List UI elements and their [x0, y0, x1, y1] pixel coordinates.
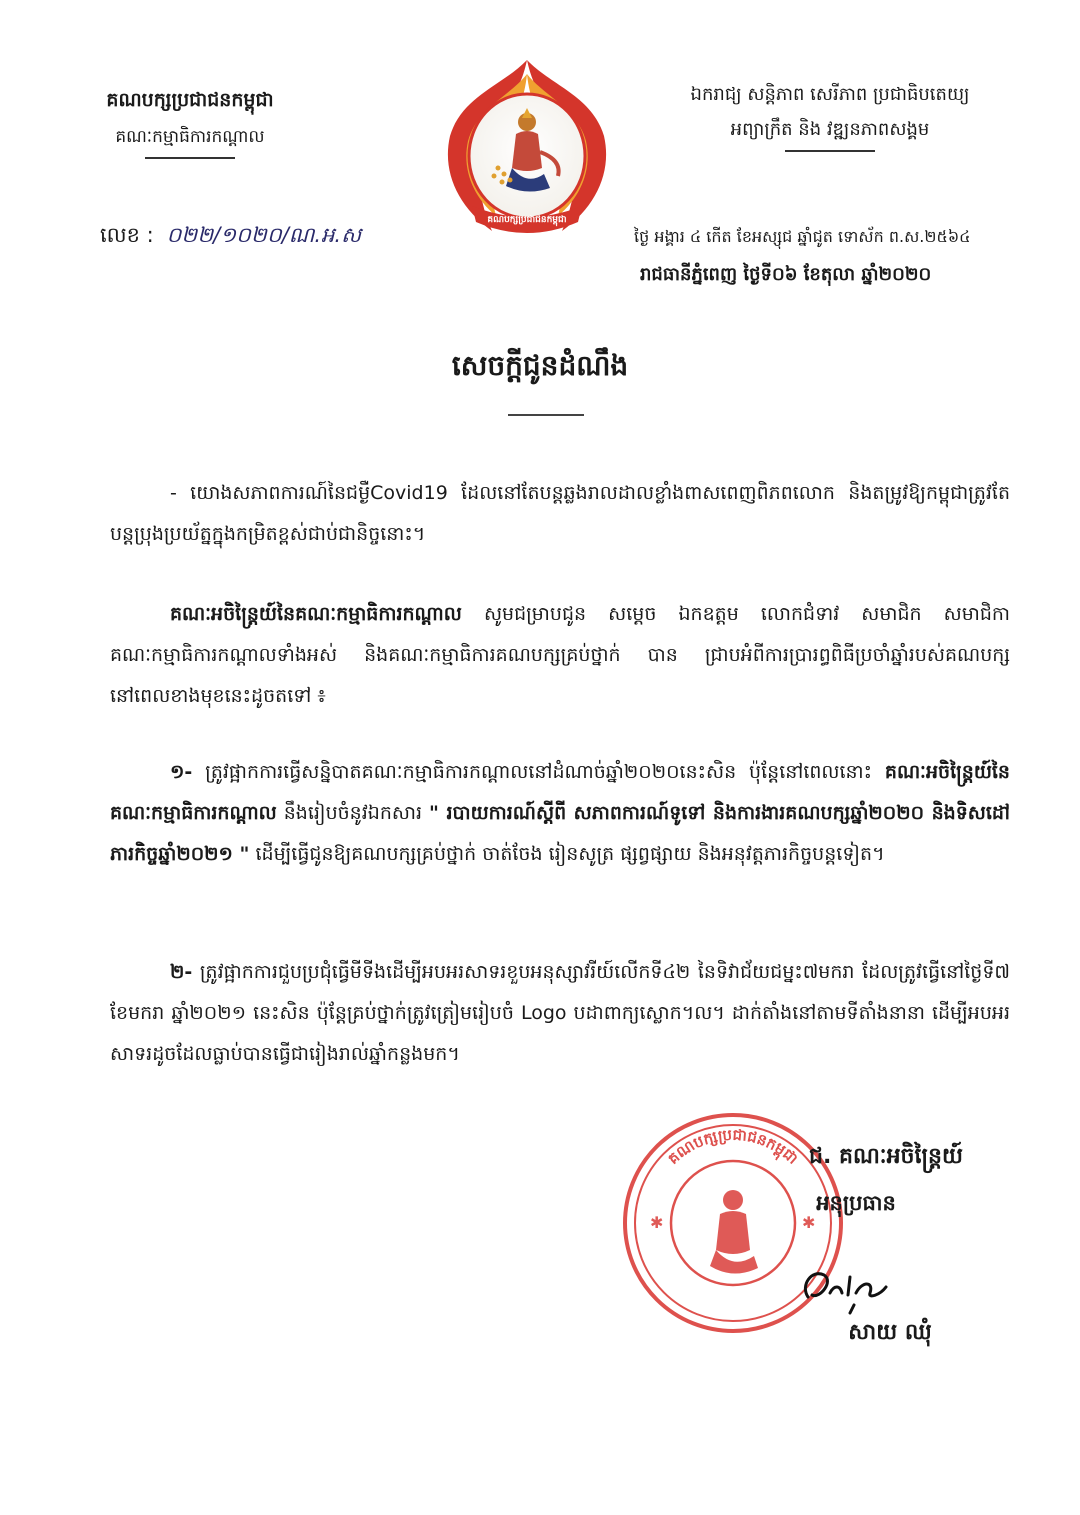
item-2-number: ២- — [170, 961, 193, 983]
item-1-bold-report: " របាយការណ៍ស្តីពី សភាពការណ៍ទូទៅ និងការងារគណបក្សឆ្នាំ២០២០ និងទិសដៅភារកិច្ចឆ្នាំ២០២១ " — [110, 802, 1011, 865]
document-title: សេចក្តីជូនដំណឹង — [451, 349, 629, 382]
header-right-rule — [785, 150, 875, 152]
title-underline — [508, 414, 584, 416]
seal-text: គណបក្សប្រជាជនកម្ពុជា — [664, 1125, 802, 1168]
header-right — [640, 82, 1020, 152]
paragraph-announcement — [110, 594, 1010, 717]
paragraph-intro-text: - យោងសភាពការណ៍នៃជម្ងឺCovid19 ដែលនៅតែបន្តឆ្លងរាលដាលខ្លាំងពាសពេញពិភពលោក និងតម្រូវឱ្យកម្ពុជាត្រូវតែបន្តប្រុងប្រយ័ត្នក្នុងកម្រិតខ្ពស់ជាប់ជានិច្ចនោះ។ — [110, 482, 1010, 545]
standing-committee-label: គណៈអចិន្ត្រៃយ៍នៃគណៈកម្មាធិការកណ្តាល — [170, 603, 462, 625]
item-2-text: ត្រូវផ្អាកការជួបប្រជុំធ្វើមីទីងដើម្បីអបអរសាទរខួបអនុស្សាវរីយ៍លើកទី៤២ នៃទិវាជ័យជម្នះ៧មករា ដែលត្រូវធ្វើនៅថ្ងៃទី៧ ខែមករា ឆ្នាំ២០២១ នេះសិន ប៉ុន្តែគ្រប់ថ្នាក់ត្រូវត្រៀមរៀបចំ Logo បដាពាក្យស្លោក។ល។ ដាក់តាំងនៅតាមទីតាំងនានា ដើម្បីអបអរសាទរដូចដែលធ្លាប់បានធ្វើជារៀងរាល់ឆ្នាំកន្លងមក។ — [110, 961, 1010, 1065]
paragraph-item-1 — [110, 752, 1010, 875]
paragraph-announcement-text: សូមជម្រាបជូន សម្តេច ឯកឧត្តម លោកជំទាវ សមាជិក សមាជិកាគណៈកម្មាធិការកណ្តាលទាំងអស់ និងគណៈកម្មាធិការគណបក្សគ្រប់ថ្នាក់ បាន ជ្រាបអំពីការប្រារព្ធពិធីប្រចាំឆ្នាំរបស់គណបក្ស នៅពេលខាងមុខនេះដូចតទៅ ៖ — [110, 603, 1010, 707]
reference-value: ០២២/១០២០/ណ.អ.ស — [166, 223, 362, 247]
date-solar: រាជធានីភ្នំពេញ ថ្ងៃទី០៦ ខែតុលា ឆ្នាំ២០២០ — [640, 264, 932, 285]
item-1-text-a: ត្រូវផ្អាកការធ្វើសន្និបាតគណៈកម្មាធិការកណ្តាលនៅដំណាច់ឆ្នាំ២០២០នេះសិន ប៉ុន្តែនៅពេលនោះ — [192, 761, 885, 783]
motto-line-1: ឯករាជ្យ សន្តិភាព សេរីភាព ប្រជាធិបតេយ្យ — [690, 84, 970, 105]
reference-number — [100, 222, 361, 253]
item-1-text-b: នឹងរៀបចំនូវឯកសារ — [276, 802, 430, 824]
date-lunar: ថ្ងៃ អង្គារ ៤ កើត ខែអស្សុជ ឆ្នាំជូត ទោស័ក ព.ស.២៥៦៤ — [634, 227, 971, 246]
motto-line-2: អព្យាក្រឹត និង វឌ្ឍនភាពសង្គម — [730, 119, 930, 140]
party-emblem-logo — [432, 56, 622, 246]
paragraph-item-2 — [110, 952, 1010, 1075]
svg-text:✱: ✱ — [650, 1213, 664, 1232]
signatory-role: ជ. គណៈអចិន្ត្រៃយ៍ — [809, 1144, 963, 1169]
reference-label: លេខ : — [100, 223, 154, 247]
paragraph-intro — [110, 473, 1010, 555]
item-1-text-c: ដើម្បីធ្វើជូនឱ្យគណបក្សគ្រប់ថ្នាក់ ចាត់ចែង រៀនសូត្រ ផ្សព្វផ្សាយ និងអនុវត្តភារកិច្ចបន្តទៀត។ — [249, 843, 885, 865]
committee-name: គណៈកម្មាធិការកណ្តាល — [115, 127, 265, 147]
item-1-number: ១- — [170, 761, 193, 783]
emblem-ribbon-text: គណបក្សប្រជាជនកម្ពុជា — [487, 215, 567, 225]
signatory-title: អនុប្រធាន — [816, 1191, 896, 1215]
header-left — [70, 88, 310, 159]
header-left-rule — [145, 157, 235, 159]
party-name: គណបក្សប្រជាជនកម្ពុជា — [106, 89, 274, 111]
handwritten-signature — [790, 1255, 910, 1315]
signatory-name: សាយ ឈុំ — [848, 1320, 932, 1345]
item-1-bold-committee: គណៈអចិន្ត្រៃយ៍នៃគណៈកម្មាធិការកណ្តាល — [110, 761, 1010, 824]
svg-text:✱: ✱ — [802, 1213, 816, 1232]
